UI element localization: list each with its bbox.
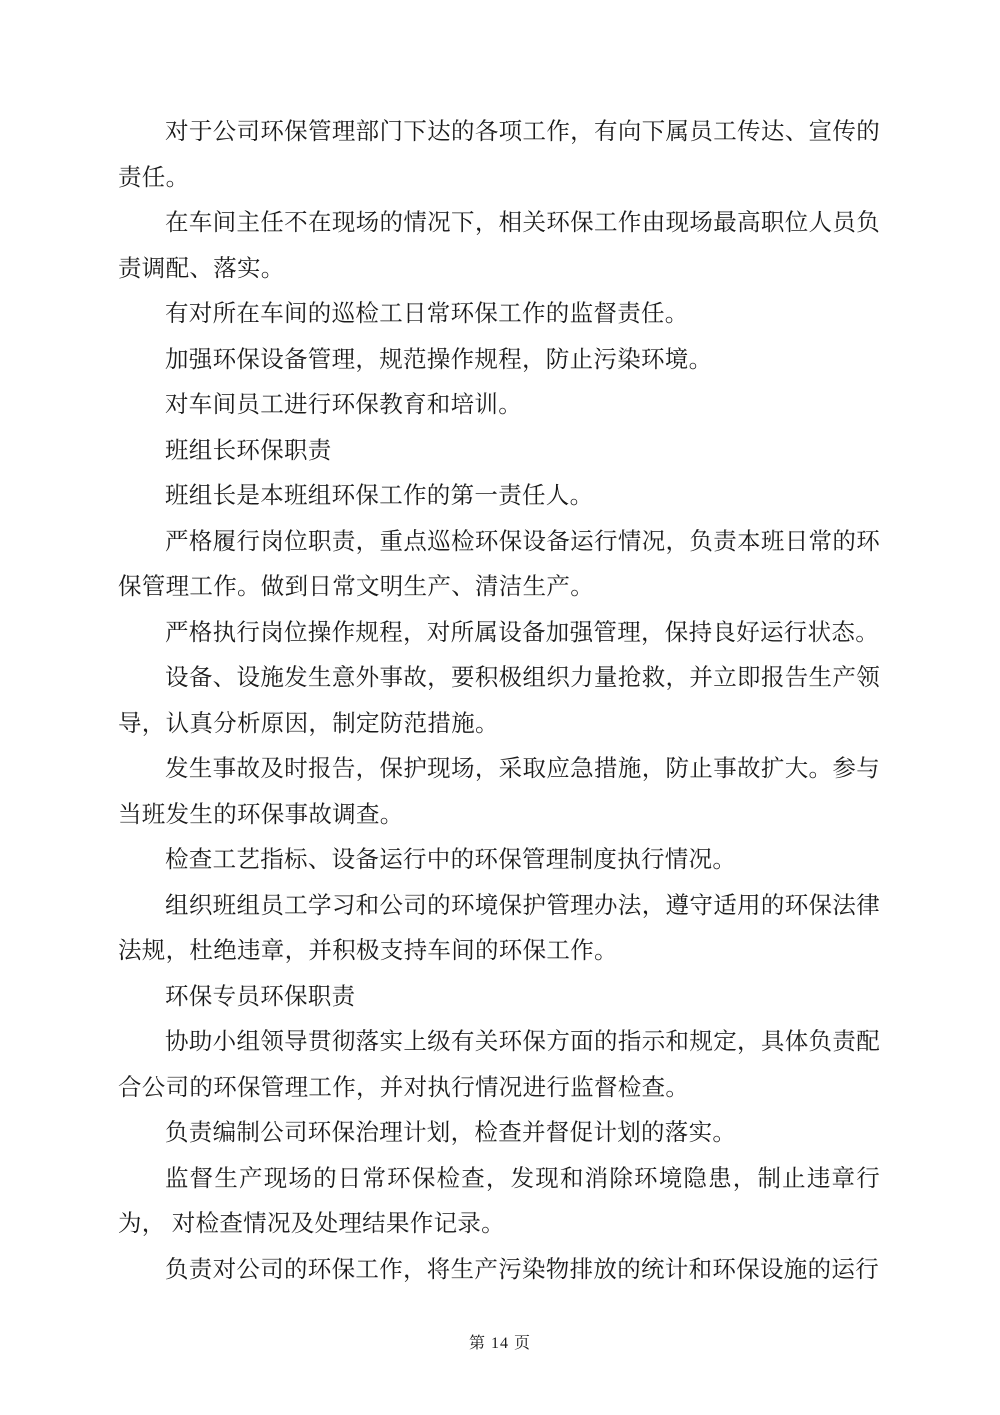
paragraph-1: 对于公司环保管理部门下达的各项工作，有向下属员工传达、宣传的责任。 <box>118 119 880 191</box>
paragraph-8: 严格履行岗位职责，重点巡检环保设备运行情况，负责本班日常的环保管理工作。做到日常文明生产、清洁生产。 <box>118 528 880 600</box>
paragraph-4: 加强环保设备管理，规范操作规程，防止污染环境。 <box>165 346 713 373</box>
paragraph-17: 监督生产现场的日常环保检查，发现和消除环境隐患，制止违章行为， 对检查情况及处理结果作记录。 <box>118 1165 880 1237</box>
paragraph-11: 发生事故及时报告，保护现场，采取应急措施，防止事故扩大。参与当班发生的环保事故调查。 <box>118 756 880 828</box>
paragraph-12: 检查工艺指标、设备运行中的环保管理制度执行情况。 <box>165 847 737 873</box>
paragraph-15: 协助小组领导贯彻落实上级有关环保方面的指示和规定，具体负责配合公司的环保管理工作，并对执行情况进行监督检查。 <box>118 1029 880 1101</box>
paragraph-13: 组织班组员工学习和公司的环境保护管理办法，遵守适用的环保法律法规，杜绝违章，并积极支持车间的环保工作。 <box>118 892 880 964</box>
paragraph-18: 负责对公司的环保工作，将生产污染物排放的统计和环保设施的运行 <box>165 1256 879 1283</box>
paragraph-10: 设备、设施发生意外事故，要积极组织力量抢救，并立即报告生产领导，认真分析原因，制定防范措施。 <box>118 665 880 737</box>
section-heading-env-specialist: 环保专员环保职责 <box>165 983 356 1010</box>
paragraph-5: 对车间员工进行环保教育和培训。 <box>165 392 522 418</box>
paragraph-16: 负责编制公司环保治理计划，检查并督促计划的落实。 <box>165 1120 737 1146</box>
paragraph-2: 在车间主任不在现场的情况下，相关环保工作由现场最高职位人员负责调配、落实。 <box>118 210 880 282</box>
document-body <box>118 110 880 1293</box>
paragraph-7: 班组长是本班组环保工作的第一责任人。 <box>165 483 594 509</box>
page-number: 第 14 页 <box>468 1335 531 1352</box>
paragraph-3: 有对所在车间的巡检工日常环保工作的监督责任。 <box>165 301 689 327</box>
paragraph-9: 严格执行岗位操作规程，对所属设备加强管理，保持良好运行状态。 <box>165 619 879 646</box>
section-heading-team-leader: 班组长环保职责 <box>165 437 332 464</box>
